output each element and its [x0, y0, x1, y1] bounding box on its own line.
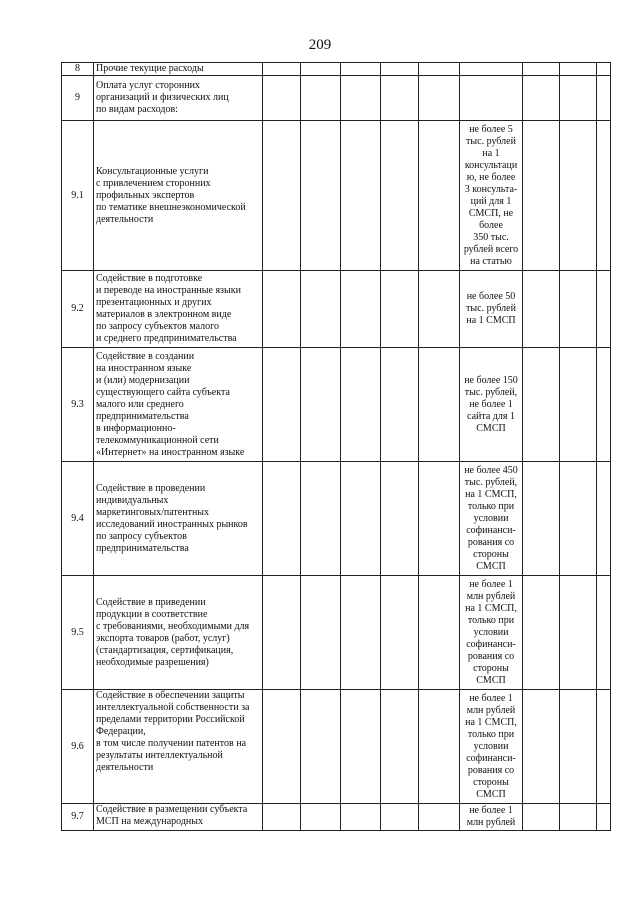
expense-name-line: предпринимательства [96, 542, 189, 554]
limit-condition-line: СМСП, не [468, 207, 514, 219]
limit-condition-line: только при [467, 614, 515, 626]
limit-condition-line: на статью [470, 255, 512, 267]
empty-cell [341, 690, 381, 804]
empty-cell [560, 76, 597, 121]
empty-cell [263, 121, 301, 271]
empty-cell [301, 804, 341, 831]
limit-condition-line: ю, не более [466, 171, 516, 183]
row-number: 9.1 [62, 121, 94, 271]
empty-cell [341, 76, 381, 121]
limit-condition-line: тыс. рублей, [464, 386, 518, 398]
expense-name-line: в информационно- [96, 422, 176, 434]
empty-cell [301, 76, 341, 121]
empty-cell [341, 121, 381, 271]
table-row [62, 63, 611, 76]
expense-name-line: предпринимательства [96, 410, 189, 422]
empty-cell [301, 576, 341, 690]
limit-condition-line: на 1 СМСП [466, 315, 516, 326]
empty-cell [419, 690, 460, 804]
limit-condition-line: только при [467, 500, 515, 512]
empty-cell [301, 348, 341, 462]
expense-name-line: Содействие в проведении [96, 482, 206, 494]
empty-cell [597, 462, 611, 576]
limit-condition-line: софинанси- [466, 524, 516, 536]
empty-cell [381, 462, 419, 576]
limit-condition-line: на 1 СМСП, [465, 488, 517, 500]
row-number: 9.5 [62, 576, 94, 690]
empty-cell [263, 462, 301, 576]
empty-cell [419, 576, 460, 690]
limit-condition-line: не более 1 [469, 692, 513, 704]
limit-condition-line: рублей всего [463, 243, 519, 255]
table-row [62, 690, 611, 804]
expense-name-line: с требованиями, необходимыми для [96, 620, 250, 632]
row-expense-name [94, 76, 263, 121]
limit-condition-line: СМСП [476, 788, 506, 800]
limit-condition-line: не более 5 [469, 123, 513, 135]
limit-condition-line: не более 1 [469, 398, 513, 410]
table-row [62, 348, 611, 462]
expense-name-line: Консультационные услуги [96, 165, 209, 177]
empty-cell [419, 76, 460, 121]
expense-name-line: Содействие в приведении [96, 596, 206, 608]
empty-cell [419, 462, 460, 576]
expense-name-line: профильных экспертов [96, 189, 195, 201]
limit-condition-line: млн рублей [466, 590, 516, 602]
empty-cell [301, 271, 341, 348]
expense-name-line: существующего сайта субъекта [96, 386, 230, 398]
table-row [62, 576, 611, 690]
limit-condition-line: 350 тыс. [473, 231, 509, 243]
row-limit-condition [460, 804, 523, 831]
row-number: 8 [62, 63, 94, 76]
empty-cell [263, 63, 301, 76]
empty-cell [560, 804, 597, 831]
expense-name-line: интеллектуальной собственности за [96, 702, 250, 713]
empty-cell [523, 271, 560, 348]
empty-cell [419, 348, 460, 462]
empty-cell [523, 690, 560, 804]
empty-cell [597, 271, 611, 348]
expense-name-line: Содействие в подготовке [96, 273, 203, 284]
limit-condition-line: консультаци [464, 159, 518, 171]
expense-name-line: и среднего предпринимательства [96, 333, 237, 344]
empty-cell [560, 348, 597, 462]
empty-cell [523, 121, 560, 271]
row-number: 9.7 [62, 804, 94, 831]
limit-condition-line: тыс. рублей, [464, 476, 518, 488]
empty-cell [381, 804, 419, 831]
expense-name-line: по тематике внешнеэкономической [96, 201, 246, 213]
limit-condition-line: млн рублей [466, 817, 516, 828]
expense-name-line: с привлечением сторонних [96, 177, 211, 189]
expense-name-line: маркетинговых/патентных [96, 506, 210, 518]
limit-condition-line: на 1 СМСП, [465, 602, 517, 614]
empty-cell [560, 690, 597, 804]
empty-cell [523, 76, 560, 121]
row-limit-condition [460, 690, 523, 804]
row-limit-condition [460, 63, 523, 76]
empty-cell [341, 348, 381, 462]
limit-condition-line: стороны [473, 776, 509, 788]
limit-condition-line: софинанси- [466, 638, 516, 650]
limit-condition-line: СМСП [476, 422, 506, 434]
limit-condition-line: стороны [473, 662, 509, 674]
limit-condition-line: рования со [467, 536, 515, 548]
limit-condition-line: не более 1 [469, 578, 513, 590]
expense-name-line: пределами территории Российской [96, 714, 245, 725]
empty-cell [381, 348, 419, 462]
expense-name-line: Содействие в обеспечении защиты [96, 690, 245, 701]
expense-name-line: материалов в электронном виде [96, 309, 232, 320]
empty-cell [597, 690, 611, 804]
empty-cell [560, 576, 597, 690]
limit-condition-line: на 1 [482, 147, 500, 159]
limit-condition-line: софинанси- [466, 752, 516, 764]
limit-condition-line: не более 50 [466, 291, 516, 302]
row-expense-name [94, 271, 263, 348]
expense-name-line: по запросу субъектов [96, 530, 187, 542]
expense-name-line: Федерации, [96, 726, 146, 737]
limit-condition-line: не более 150 [464, 374, 518, 386]
empty-cell [597, 348, 611, 462]
empty-cell [419, 271, 460, 348]
row-expense-name [94, 63, 263, 76]
limit-condition-line: на 1 СМСП, [465, 716, 517, 728]
empty-cell [301, 63, 341, 76]
empty-cell [597, 121, 611, 271]
empty-cell [381, 690, 419, 804]
expense-table [61, 62, 611, 831]
empty-cell [263, 804, 301, 831]
limit-condition-line: не более 450 [464, 464, 518, 476]
row-limit-condition [460, 121, 523, 271]
limit-condition-line: условии [473, 626, 509, 638]
limit-condition-line: рования со [467, 650, 515, 662]
expense-name-line: в том числе получении патентов на [96, 738, 247, 749]
empty-cell [523, 804, 560, 831]
empty-cell [597, 76, 611, 121]
empty-cell [263, 271, 301, 348]
empty-cell [597, 576, 611, 690]
limit-condition-line: стороны [473, 548, 509, 560]
empty-cell [560, 462, 597, 576]
empty-cell [381, 576, 419, 690]
expense-name-line: продукции в соответствие [96, 608, 208, 620]
limit-condition-line: млн рублей [466, 704, 516, 716]
expense-name-line: и переводе на иностранные языки [96, 285, 241, 296]
row-expense-name [94, 462, 263, 576]
expense-name-line: результаты интеллектуальной [96, 750, 223, 761]
row-expense-name [94, 804, 263, 831]
empty-cell [419, 63, 460, 76]
expense-name-line: малого или среднего [96, 398, 184, 410]
row-number: 9.4 [62, 462, 94, 576]
expense-name-line: Содействие в размещении субъекта [96, 804, 248, 815]
table-row [62, 76, 611, 121]
empty-cell [523, 576, 560, 690]
expense-name-line: Содействие в создании [96, 350, 195, 362]
row-limit-condition [460, 348, 523, 462]
limit-condition-line: рования со [467, 764, 515, 776]
empty-cell [341, 576, 381, 690]
expense-name-line: необходимые разрешения) [96, 656, 209, 668]
empty-cell [341, 271, 381, 348]
expense-name-line: по запросу субъектов малого [96, 321, 219, 332]
empty-cell [341, 804, 381, 831]
empty-cell [523, 63, 560, 76]
expense-name-line: исследований иностранных рынков [96, 518, 248, 530]
empty-cell [419, 804, 460, 831]
expense-name-line: деятельности [96, 213, 154, 225]
limit-condition-line: условии [473, 740, 509, 752]
limit-condition-line: тыс. рублей [466, 303, 516, 314]
empty-cell [381, 63, 419, 76]
row-expense-name [94, 690, 263, 804]
expense-name-line: по видам расходов: [96, 104, 178, 115]
limit-condition-line: условии [473, 512, 509, 524]
expense-name-line: телекоммуникационной сети [96, 434, 219, 446]
expense-name-line: организаций и физических лиц [96, 92, 229, 103]
expense-name-line: (стандартизация, сертификация, [96, 644, 234, 656]
empty-cell [263, 76, 301, 121]
row-expense-name [94, 121, 263, 271]
row-limit-condition [460, 462, 523, 576]
empty-cell [381, 76, 419, 121]
empty-cell [597, 63, 611, 76]
empty-cell [560, 63, 597, 76]
empty-cell [301, 121, 341, 271]
expense-name-line: индивидуальных [96, 494, 169, 506]
limit-condition-line: 3 консульта- [464, 183, 518, 195]
empty-cell [523, 462, 560, 576]
expense-name-line: Оплата услуг сторонних [96, 80, 200, 91]
table-row [62, 462, 611, 576]
page-number: 209 [308, 37, 332, 53]
row-limit-condition [460, 271, 523, 348]
empty-cell [341, 462, 381, 576]
row-expense-name [94, 576, 263, 690]
limit-condition-line: СМСП [476, 674, 506, 686]
limit-condition-line: СМСП [476, 560, 506, 572]
empty-cell [341, 63, 381, 76]
row-number: 9.3 [62, 348, 94, 462]
empty-cell [301, 462, 341, 576]
empty-cell [560, 121, 597, 271]
table-row [62, 271, 611, 348]
empty-cell [263, 348, 301, 462]
row-expense-name [94, 348, 263, 462]
row-limit-condition [460, 576, 523, 690]
empty-cell [263, 690, 301, 804]
row-limit-condition [460, 76, 523, 121]
expense-name-line: деятельности [96, 762, 154, 773]
limit-condition-line: только при [467, 728, 515, 740]
empty-cell [381, 271, 419, 348]
limit-condition-line: ций для 1 [470, 195, 512, 207]
expense-name-line: экспорта товаров (работ, услуг) [96, 632, 230, 644]
empty-cell [523, 348, 560, 462]
expense-name-line: и (или) модернизации [96, 374, 190, 386]
limit-condition-line: не более 1 [469, 805, 513, 816]
expense-name-line: «Интернет» на иностранном языке [96, 446, 245, 458]
limit-condition-line: более [479, 219, 503, 231]
row-number: 9.2 [62, 271, 94, 348]
empty-cell [419, 121, 460, 271]
empty-cell [381, 121, 419, 271]
empty-cell [301, 690, 341, 804]
empty-cell [263, 576, 301, 690]
limit-condition-line: сайта для 1 [467, 410, 515, 422]
row-number: 9 [62, 76, 94, 121]
expense-name-line: на иностранном языке [96, 362, 192, 374]
expense-name-line: Прочие текущие расходы [96, 63, 204, 74]
limit-condition-line: тыс. рублей [466, 135, 516, 147]
table-row [62, 804, 611, 831]
expense-name-line: МСП на международных [96, 816, 203, 827]
empty-cell [560, 271, 597, 348]
table-row [62, 121, 611, 271]
expense-name-line: презентационных и других [96, 297, 212, 308]
empty-cell [597, 804, 611, 831]
row-number: 9.6 [62, 690, 94, 804]
